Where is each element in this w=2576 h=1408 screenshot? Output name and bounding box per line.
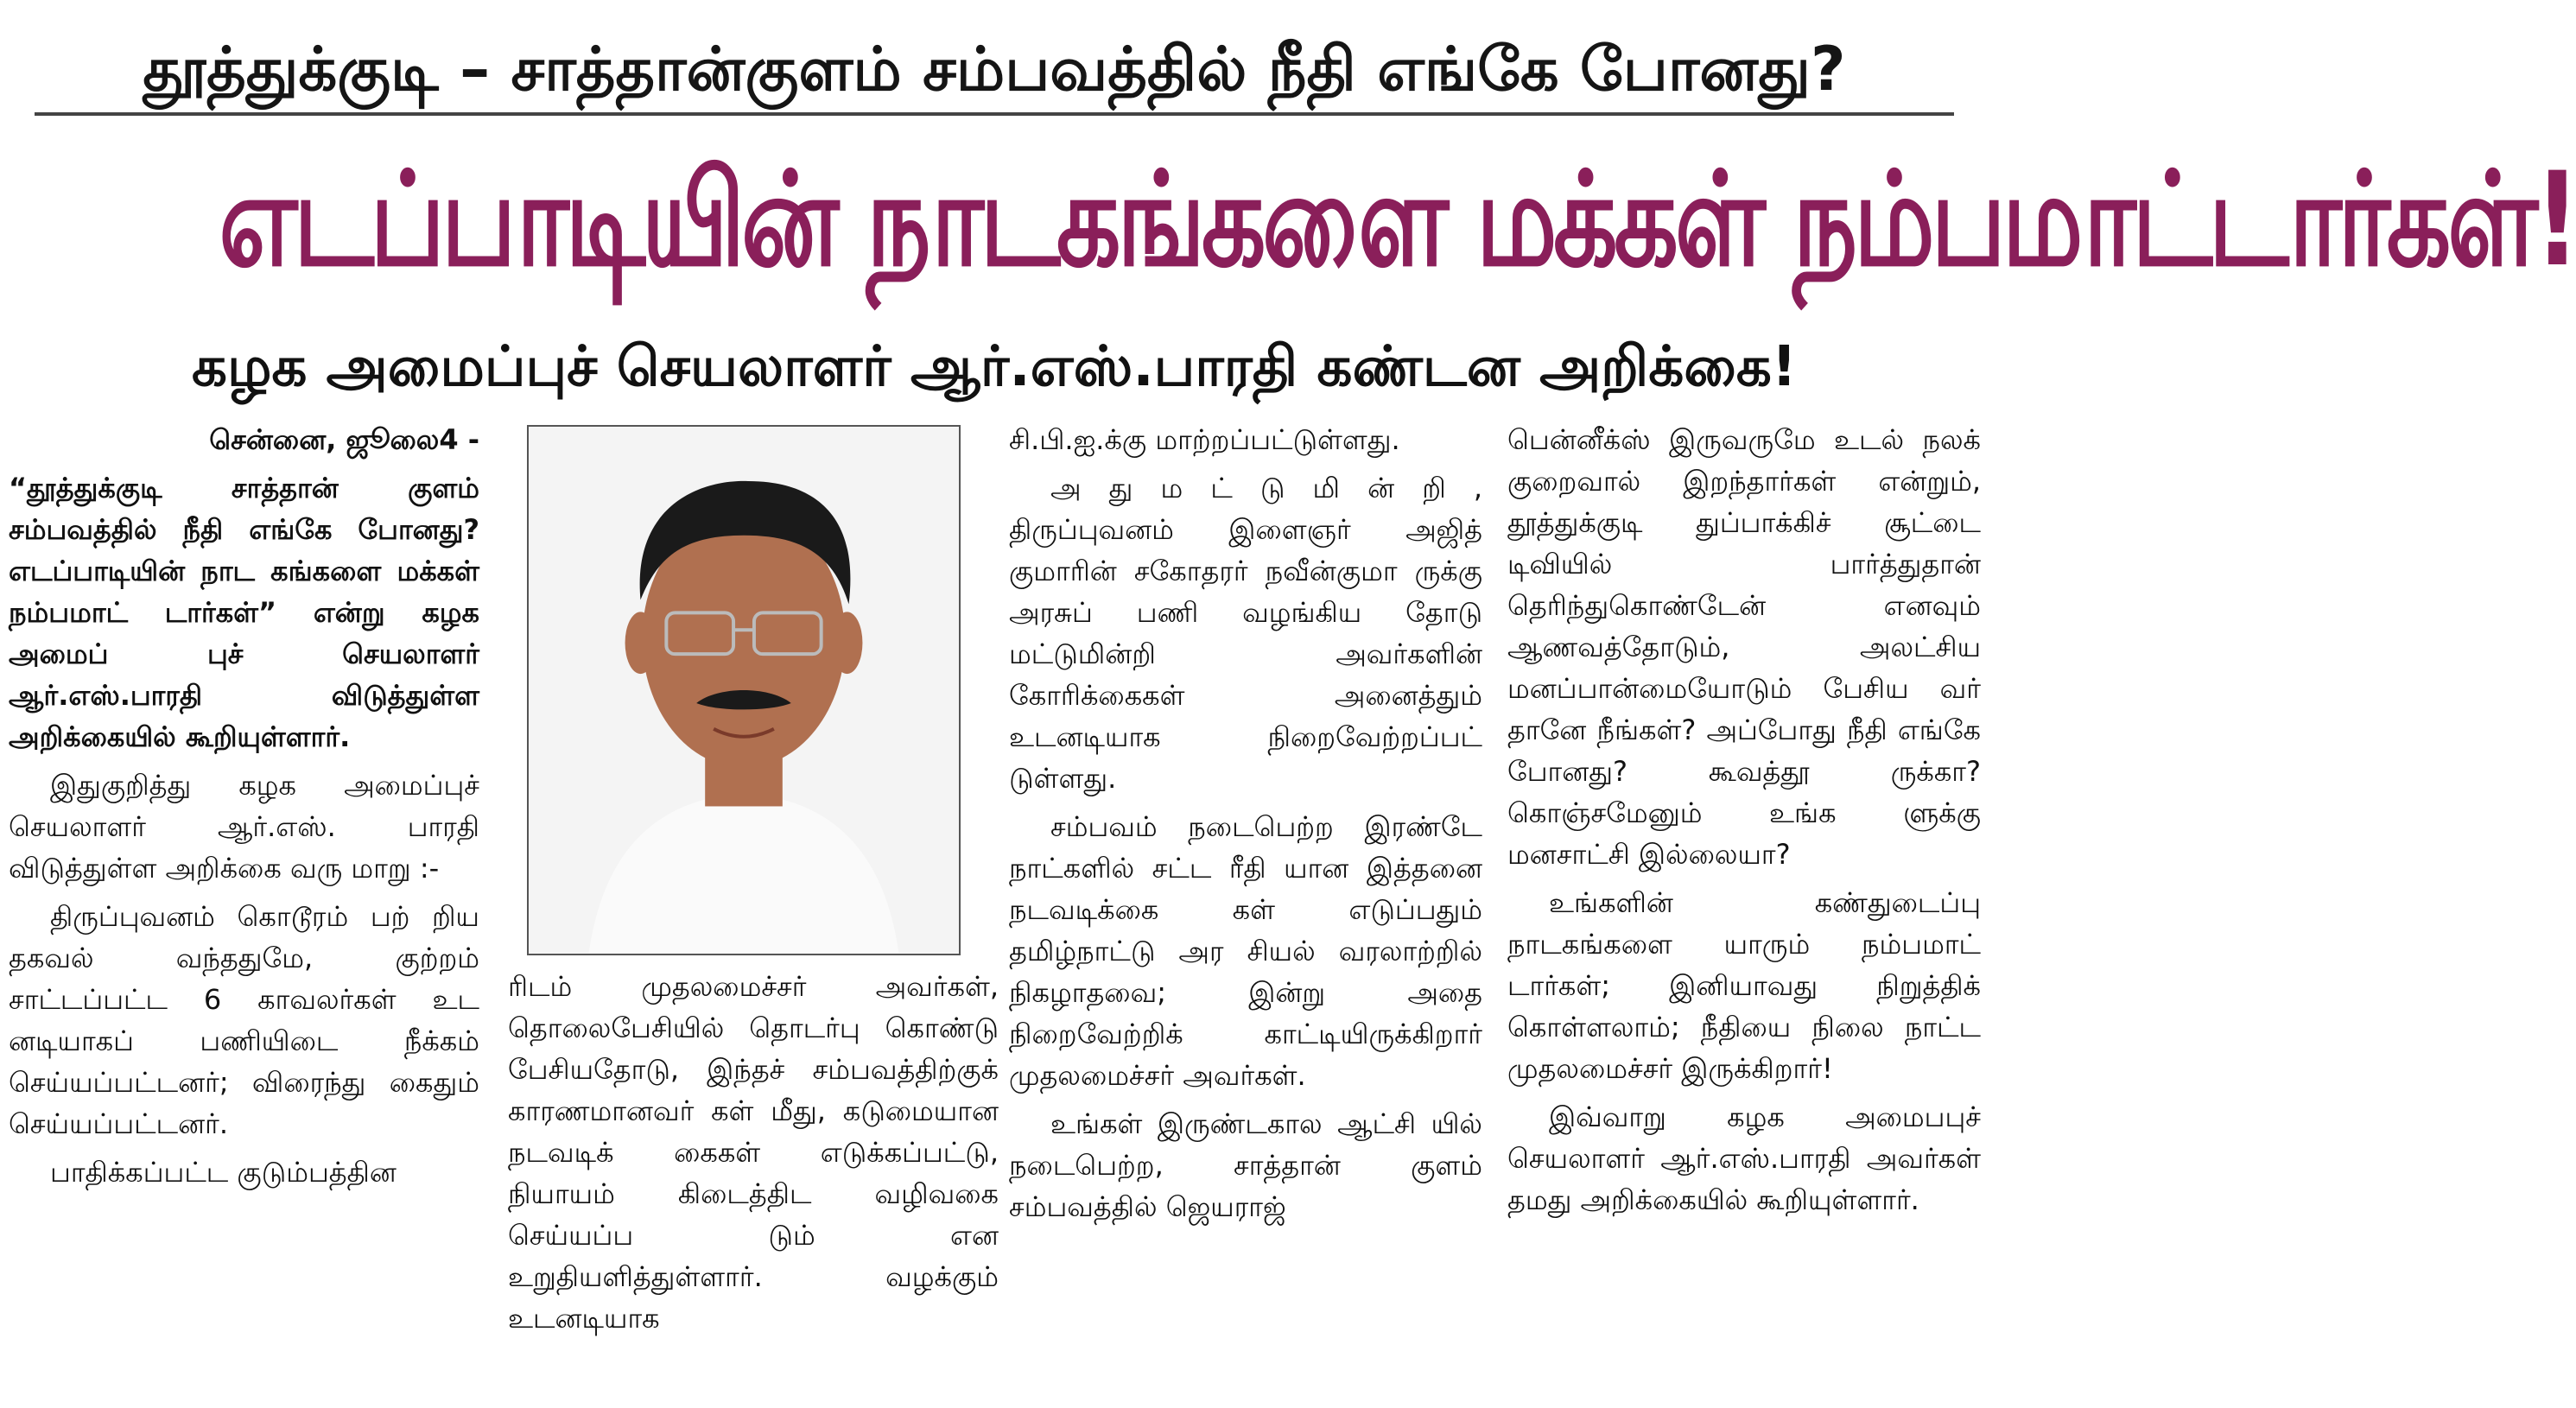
article-paragraph: இதுகுறித்து கழக அமைப்புச் செயலாளர் ஆர்.எஸ். பாரதி விடுத்துள்ள அறிக்கை வரு மாறு :-: [9, 769, 479, 885]
article-column-4: [1507, 419, 1981, 1404]
main-headline: எடப்பாடியின் நாடகங்களை மக்கள் நம்பமாட்டார்கள்!: [219, 145, 2576, 295]
kicker-headline: தூத்துக்குடி – சாத்தான்குளம் சம்பவத்தில் நீதி எங்கே போனது?: [143, 34, 1846, 105]
article-paragraph: சம்பவம் நடைபெற்ற இரண்டே நாட்களில் சட்ட ரீதி யான இத்தனை நடவடிக்கை கள் எடுப்பதும் தமிழ்நாட்டு அர சியல் வரலாற்றில் நிகழாதவை; இன்று அதை நிறைவேற்றிக் காட்டியிருக்கிறார் முதலமைச்சர் அவர்கள்.: [1009, 810, 1482, 1092]
lead-paragraph: “தூத்துக்குடி சாத்தான் குளம் சம்பவத்தில் நீதி எங்கே போனது? எடப்பாடியின் நாட கங்களை மக்கள் நம்பமாட் டார்கள்” என்று கழக அமைப் புச் செயலாளர் ஆர்.எஸ்.பாரதி விடுத்துள்ள அறிக்கையில் கூறியுள்ளார்.: [9, 472, 479, 753]
sub-headline: கழக அமைப்புச் செயலாளர் ஆர்.எஸ்.பாரதி கண்டன அறிக்கை!: [192, 335, 1797, 399]
article-paragraph: பாதிக்கப்பட்ட குடும்பத்தின: [50, 1156, 397, 1189]
article-paragraph: அ து ம ட் டு மி ன் றி , திருப்புவனம் இளைஞர் அஜித் குமாரின் சகோதரர் நவீன்குமா ருக்கு அரசுப் பணி வழங்கிய தோடு மட்டுமின்றி அவர்களின் கோரிக்கைகள் அனைத்தும் உடனடியாக நிறைவேற்றப்பட் டுள்ளது.: [1009, 472, 1482, 795]
article-paragraph: உங்கள் இருண்டகால ஆட்சி யில் நடைபெற்ற, சாத்தான் குளம் சம்பவத்தில் ஜெயராஜ்: [1009, 1107, 1482, 1223]
article-column-2: [508, 966, 999, 1402]
article-paragraph: திருப்புவனம் கொடூரம் பற் றிய தகவல் வந்ததுமே, குற்றம் சாட்டப்பட்ட 6 காவலர்கள் உட னடியாகப் பணியிடை நீக்கம் செய்யப்பட்டனர்; விரைந்து கைதும் செய்யப்பட்டனர்.: [9, 900, 479, 1140]
kicker-rule: [35, 112, 1954, 116]
article-column-1: [9, 419, 479, 1404]
portrait-photo: [527, 425, 961, 955]
article-paragraph: உங்களின் கண்துடைப்பு நாடகங்களை யாரும் நம்பமாட் டார்கள்; இனியாவது நிறுத்திக் கொள்ளலாம்; நீதியை நிலை நாட்ட முதலமைச்சர் இருக்கிறார்!: [1507, 886, 1981, 1085]
article-column-3: [1009, 419, 1482, 1404]
portrait-image: [529, 427, 959, 954]
dateline: சென்னை, ஜூலை4 -: [209, 423, 479, 456]
article-paragraph: பென்னீக்ஸ் இருவருமே உடல் நலக் குறைவால் இறந்தார்கள் என்றும், தூத்துக்குடி துப்பாக்கிச் சூட்டை டிவியில் பார்த்துதான் தெரிந்துகொண்டேன் எனவும் ஆணவத்தோடும், அலட்சிய மனப்பான்மையோடும் பேசிய வர் தானே நீங்கள்? அப்போது நீதி எங்கே போனது? கூவத்தூ ருக்கா? கொஞ்சமேனும் உங்க ளுக்கு மனசாட்சி இல்லையா?: [1507, 423, 1981, 871]
article-paragraph: சி.பி.ஐ.க்கு மாற்றப்பட்டுள்ளது.: [1009, 423, 1400, 456]
article-paragraph: இவ்வாறு கழக அமைபபுச் செயலாளர் ஆர்.எஸ்.பாரதி அவர்கள் தமது அறிக்கையில் கூறியுள்ளார்.: [1507, 1100, 1981, 1216]
article-paragraph: ரிடம் முதலமைச்சர் அவர்கள், தொலைபேசியில் தொடர்பு கொண்டு பேசியதோடு, இந்தச் சம்பவத்திற்குக் காரணமானவர் கள் மீது, கடுமையான நடவடிக் கைகள் எடுக்கப்பட்டு, நியாயம் கிடைத்திட வழிவகை செய்யப்ப டும் என உறுதியளித்துள்ளார். வழக்கும் உடனடியாக: [508, 970, 999, 1335]
